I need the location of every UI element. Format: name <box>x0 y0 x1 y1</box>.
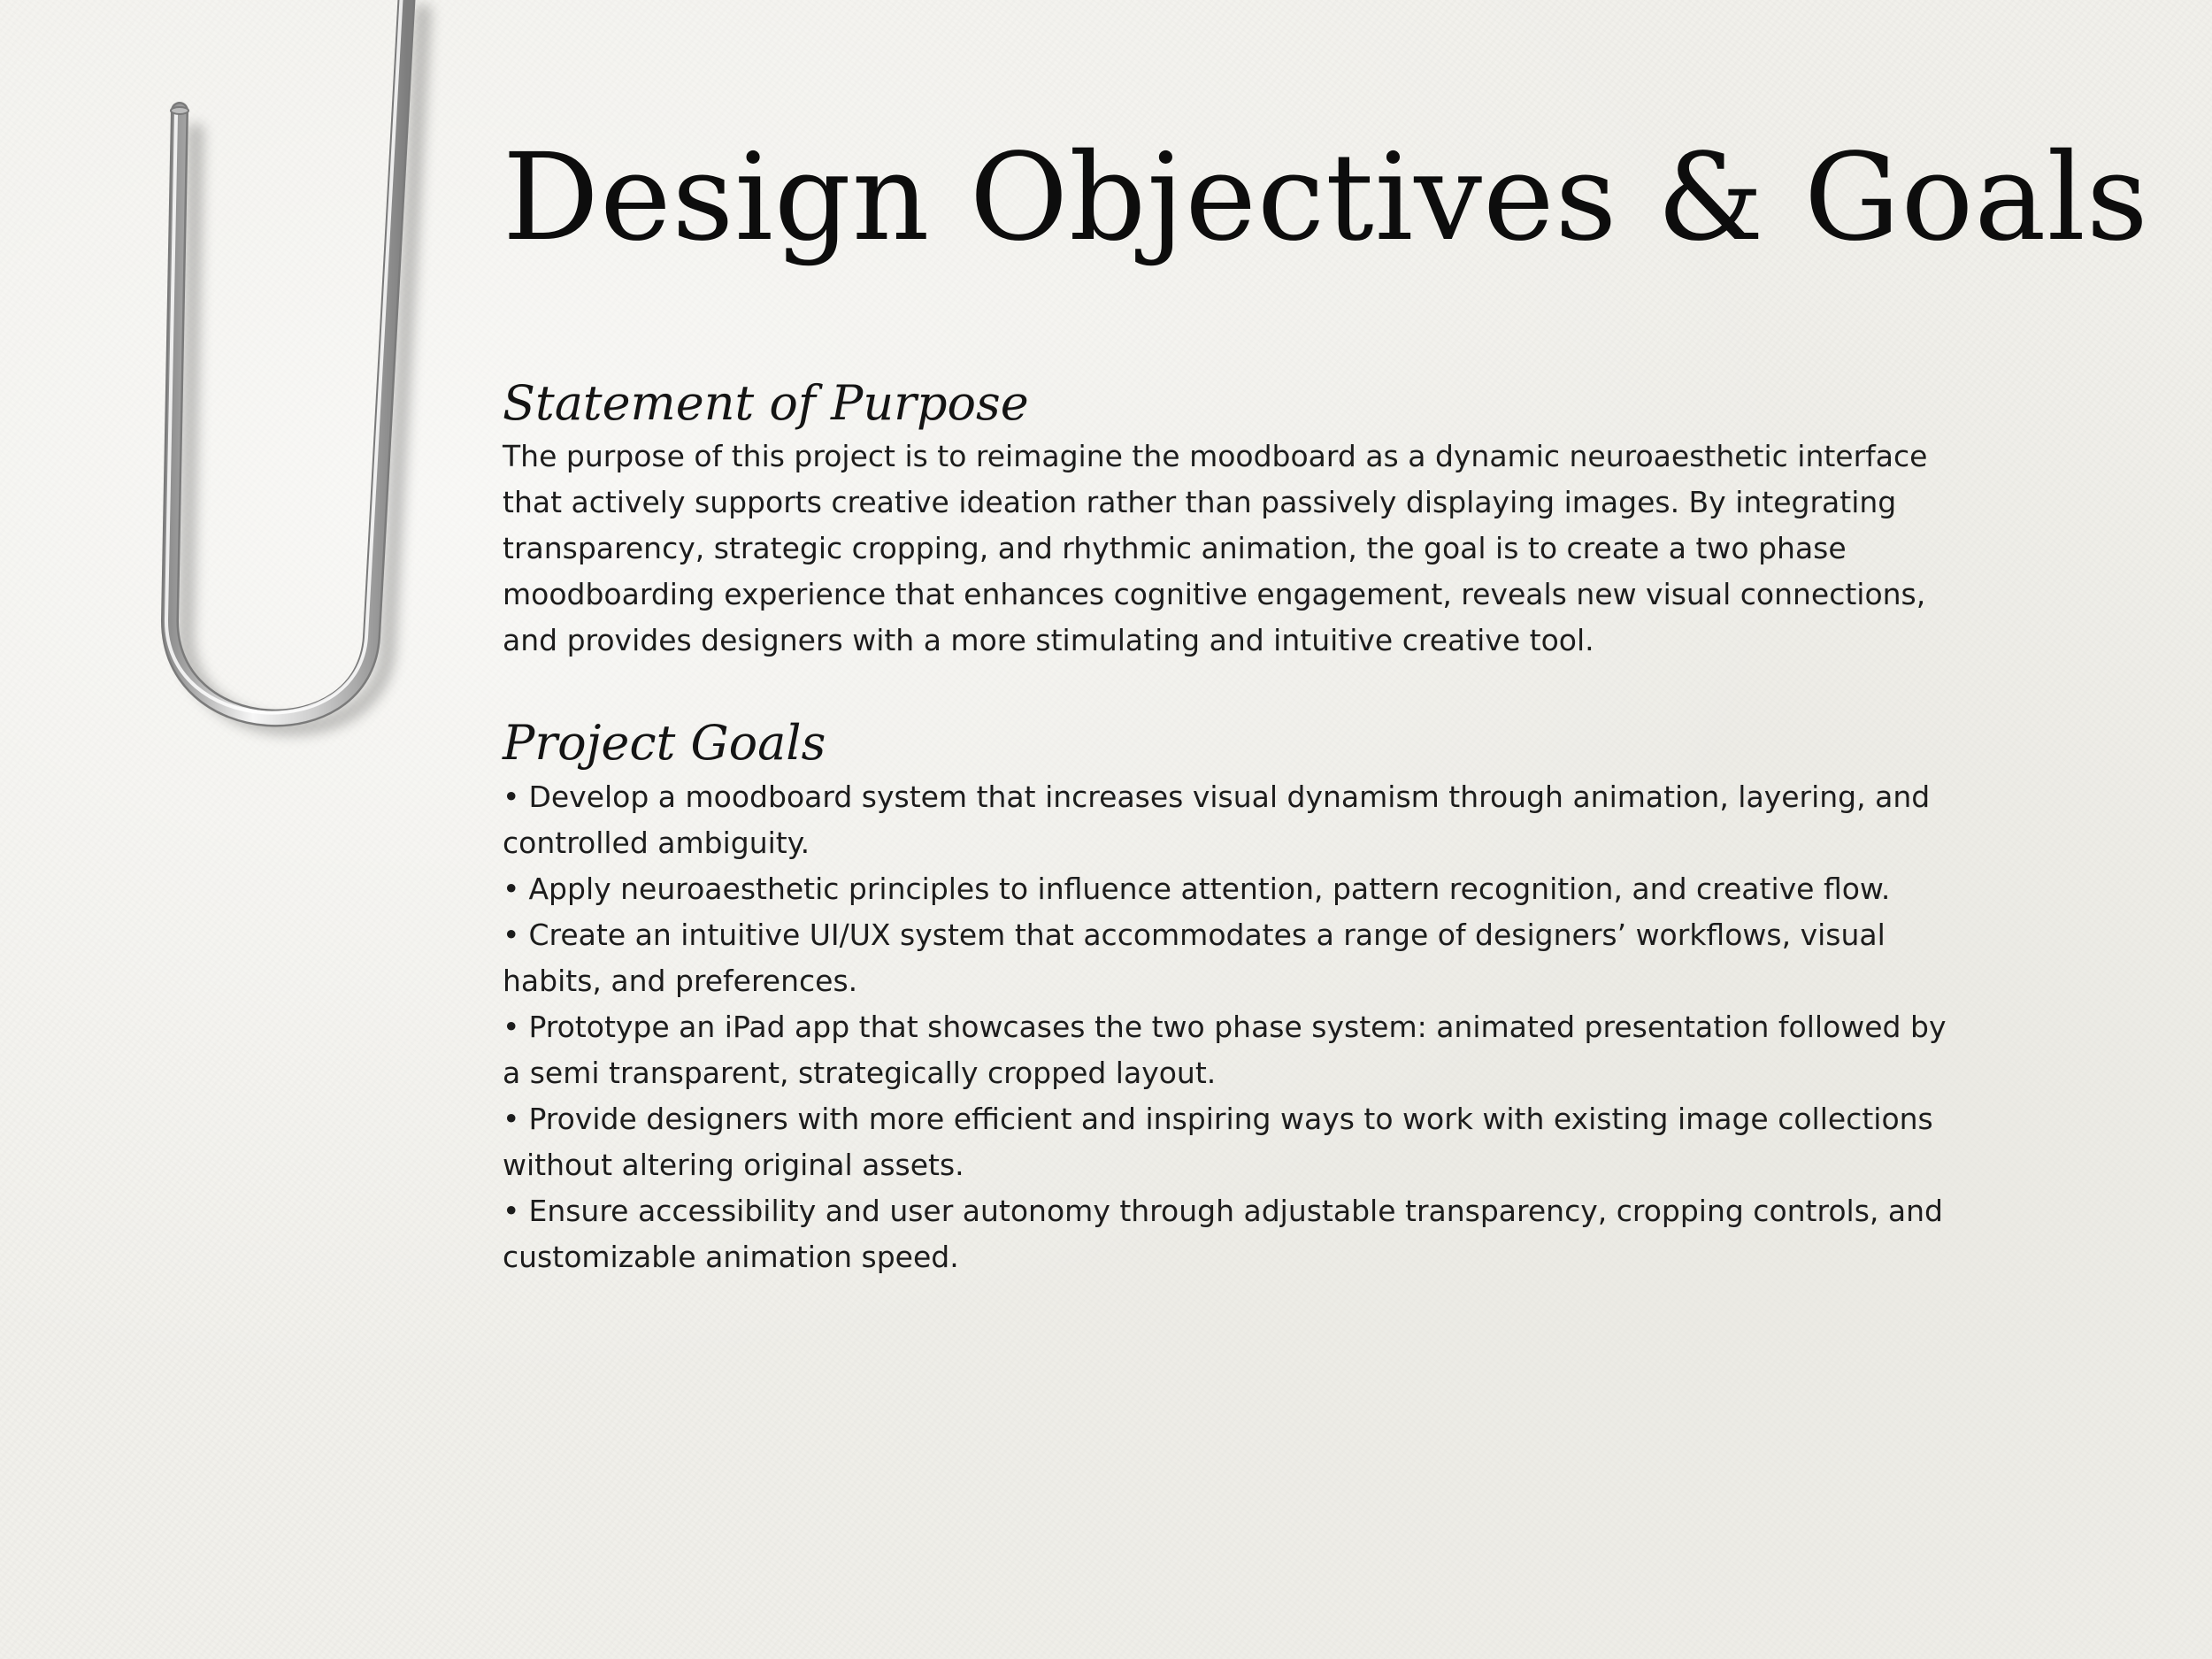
statement-of-purpose-text: The purpose of this project is to reimagine the moodboard as a dynamic neuroaesthetic interface that actively supports creative ideation rather than passively displaying images. By integrating transparency, strategic cropping, and rhythmic animation, the goal is to create a two phase moodboarding experience that enhances cognitive engagement, reveals new visual connections, and provides designers with a more stimulating and intuitive creative tool. <box>503 439 1928 658</box>
paperclip-icon <box>0 0 460 796</box>
bullet-icon: • <box>503 1101 520 1136</box>
goal-text: Apply neuroaesthetic principles to influence attention, pattern recognition, and creative flow. <box>528 871 1891 906</box>
goal-text: Ensure accessibility and user autonomy through adjustable transparency, cropping controls, and customizable animation speed. <box>503 1193 1943 1274</box>
page-title: Design Objectives & Goals <box>503 128 2149 268</box>
goal-item <box>503 1004 1954 1096</box>
goal-item <box>503 1188 1954 1280</box>
project-goals-list <box>503 774 1954 1280</box>
statement-of-purpose-heading: Statement of Purpose <box>503 374 1029 431</box>
bullet-icon: • <box>503 779 520 814</box>
bullet-icon: • <box>503 1009 520 1044</box>
goal-item <box>503 1096 1954 1188</box>
goal-item <box>503 866 1954 912</box>
goal-text: Create an intuitive UI/UX system that accommodates a range of designers’ workflows, visual habits, and preferences. <box>503 917 1886 998</box>
project-goals-heading: Project Goals <box>503 715 826 772</box>
goal-text: Prototype an iPad app that showcases the two phase system: animated presentation followed by a semi transparent, strategically cropped layout. <box>503 1009 1947 1090</box>
goal-item <box>503 774 1954 866</box>
bullet-icon: • <box>503 871 520 906</box>
goal-text: Develop a moodboard system that increases visual dynamism through animation, layering, and controlled ambiguity. <box>503 779 1931 860</box>
goal-text: Provide designers with more efficient and inspiring ways to work with existing image collections without altering original assets. <box>503 1101 1933 1182</box>
bullet-icon: • <box>503 917 520 952</box>
project-goals-section <box>503 715 1954 1280</box>
goal-item <box>503 912 1954 1004</box>
bullet-icon: • <box>503 1193 520 1228</box>
statement-of-purpose-section <box>503 374 1954 664</box>
main-content <box>503 128 2149 1280</box>
